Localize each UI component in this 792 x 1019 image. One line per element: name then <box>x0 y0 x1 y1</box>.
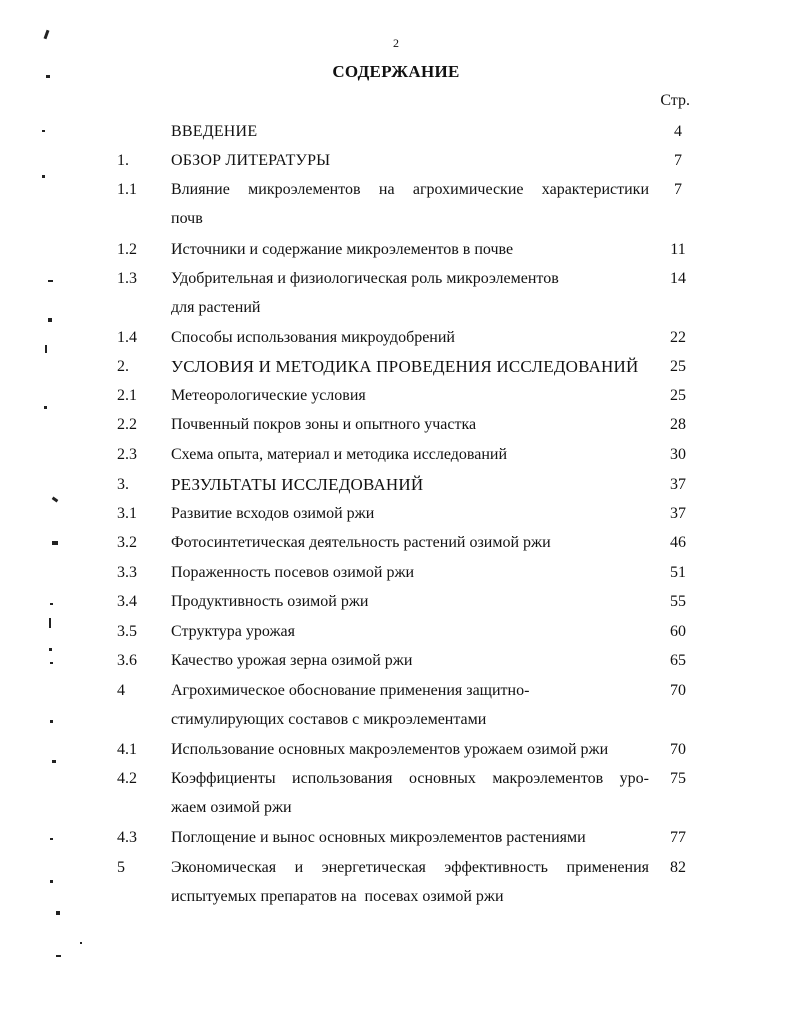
toc-entry-number: 1.2 <box>117 241 137 258</box>
scan-speck <box>52 541 58 545</box>
toc-entry-title: Экономическая и энергетическая эффективность применения <box>171 859 649 876</box>
toc-entry-page: 65 <box>670 652 686 669</box>
toc-entry-number: 3. <box>117 476 129 493</box>
toc-entry-number: 1.4 <box>117 329 137 346</box>
toc-entry-number: 3.5 <box>117 623 137 640</box>
scan-speck <box>48 318 52 322</box>
toc-entry-number: 3.4 <box>117 593 137 610</box>
toc-entry-title: Фотосинтетическая деятельность растений озимой ржи <box>171 534 551 551</box>
toc-entry-page: 7 <box>674 181 682 198</box>
toc-entry-title-continuation: жаем озимой ржи <box>171 799 292 816</box>
scan-speck <box>48 280 53 282</box>
toc-entry-title: Метеорологические условия <box>171 387 366 404</box>
toc-entry-page: 70 <box>670 741 686 758</box>
scan-speck <box>45 345 47 353</box>
toc-entry-number: 3.1 <box>117 505 137 522</box>
toc-entry-title: Пораженность посевов озимой ржи <box>171 564 415 581</box>
scan-speck <box>50 838 53 840</box>
toc-entry-page: 75 <box>670 770 686 787</box>
toc-entry-title-continuation: испытуемых препаратов на посевах озимой ржи <box>171 888 504 905</box>
page-column-label: Стр. <box>660 92 690 109</box>
toc-entry-page: 14 <box>670 270 686 287</box>
toc-entry-number: 4.3 <box>117 829 137 846</box>
scan-speck <box>52 497 59 503</box>
toc-entry-number: 1.3 <box>117 270 137 287</box>
scan-speck <box>42 175 45 178</box>
scan-speck <box>50 603 53 605</box>
scan-speck <box>49 648 52 651</box>
scan-speck <box>44 406 47 409</box>
toc-entry-page: 30 <box>670 446 686 463</box>
toc-entry-number: 3.2 <box>117 534 137 551</box>
toc-entry-title: Использование основных макроэлементов урожаем озимой ржи <box>171 741 609 758</box>
toc-entry-number: 2. <box>117 358 129 375</box>
toc-entry-page: 22 <box>670 329 686 346</box>
scan-speck <box>80 942 82 944</box>
toc-entry-page: 51 <box>670 564 686 581</box>
toc-entry-number: 4.1 <box>117 741 137 758</box>
scan-speck <box>56 911 60 915</box>
toc-entry-title: Схема опыта, материал и методика исследований <box>171 446 508 463</box>
toc-entry-title: ВВЕДЕНИЕ <box>171 123 258 140</box>
scan-speck <box>50 720 53 723</box>
toc-entry-page: 70 <box>670 682 686 699</box>
toc-entry-title: ОБЗОР ЛИТЕРАТУРЫ <box>171 152 331 169</box>
toc-entry-page: 7 <box>674 152 682 169</box>
toc-entry-page: 60 <box>670 623 686 640</box>
toc-entry-page: 25 <box>670 358 686 375</box>
toc-entry-title: Агрохимическое обоснование применения защитно- <box>171 682 530 699</box>
toc-entry-title: Коэффициенты использования основных макроэлементов уро- <box>171 770 649 787</box>
toc-entry-page: 46 <box>670 534 686 551</box>
toc-entry-number: 4.2 <box>117 770 137 787</box>
toc-entry-title: УСЛОВИЯ И МЕТОДИКА ПРОВЕДЕНИЯ ИССЛЕДОВАНИЙ <box>171 357 639 376</box>
toc-entry-title-continuation: почв <box>171 210 203 227</box>
toc-entry-page: 37 <box>670 476 686 493</box>
toc-entry-number: 4 <box>117 682 125 699</box>
toc-entry-number: 3.3 <box>117 564 137 581</box>
toc-entry-title: РЕЗУЛЬТАТЫ ИССЛЕДОВАНИЙ <box>171 475 424 494</box>
toc-entry-title: Поглощение и вынос основных микроэлементов растениями <box>171 829 586 846</box>
toc-entry-page: 4 <box>674 123 682 140</box>
toc-entry-number: 2.2 <box>117 416 137 433</box>
toc-entry-title: Развитие всходов озимой ржи <box>171 505 375 522</box>
toc-entry-page: 11 <box>670 241 686 258</box>
toc-entry-title-continuation: стимулирующих составов с микроэлементами <box>171 711 487 728</box>
scan-speck <box>52 760 56 763</box>
toc-entry-number: 2.1 <box>117 387 137 404</box>
toc-entry-title: Удобрительная и физиологическая роль микроэлементов <box>171 270 559 287</box>
toc-entry-title: Почвенный покров зоны и опытного участка <box>171 416 477 433</box>
scan-speck <box>50 662 53 664</box>
toc-entry-title-continuation: для растений <box>171 299 261 316</box>
toc-entry-page: 37 <box>670 505 686 522</box>
toc-entry-page: 77 <box>670 829 686 846</box>
toc-entry-number: 2.3 <box>117 446 137 463</box>
toc-entry-page: 28 <box>670 416 686 433</box>
toc-entry-number: 3.6 <box>117 652 137 669</box>
toc-entry-title: Способы использования микроудобрений <box>171 329 455 346</box>
scan-speck <box>50 880 53 883</box>
scan-speck <box>49 618 51 628</box>
toc-entry-number: 1.1 <box>117 181 137 198</box>
toc-entry-title: Продуктивность озимой ржи <box>171 593 369 610</box>
scan-speck <box>56 955 61 957</box>
page-title: СОДЕРЖАНИЕ <box>332 62 460 81</box>
page-number: 2 <box>393 36 399 50</box>
toc-entry-title: Качество урожая зерна озимой ржи <box>171 652 413 669</box>
toc-entry-title: Влияние микроэлементов на агрохимические характеристики <box>171 181 649 198</box>
toc-entry-page: 25 <box>670 387 686 404</box>
toc-entry-page: 82 <box>670 859 686 876</box>
scan-speck <box>42 130 45 132</box>
toc-entry-number: 5 <box>117 859 125 876</box>
toc-entry-title: Структура урожая <box>171 623 295 640</box>
toc-entry-number: 1. <box>117 152 129 169</box>
toc-entry-title: Источники и содержание микроэлементов в почве <box>171 241 514 258</box>
toc-entry-page: 55 <box>670 593 686 610</box>
